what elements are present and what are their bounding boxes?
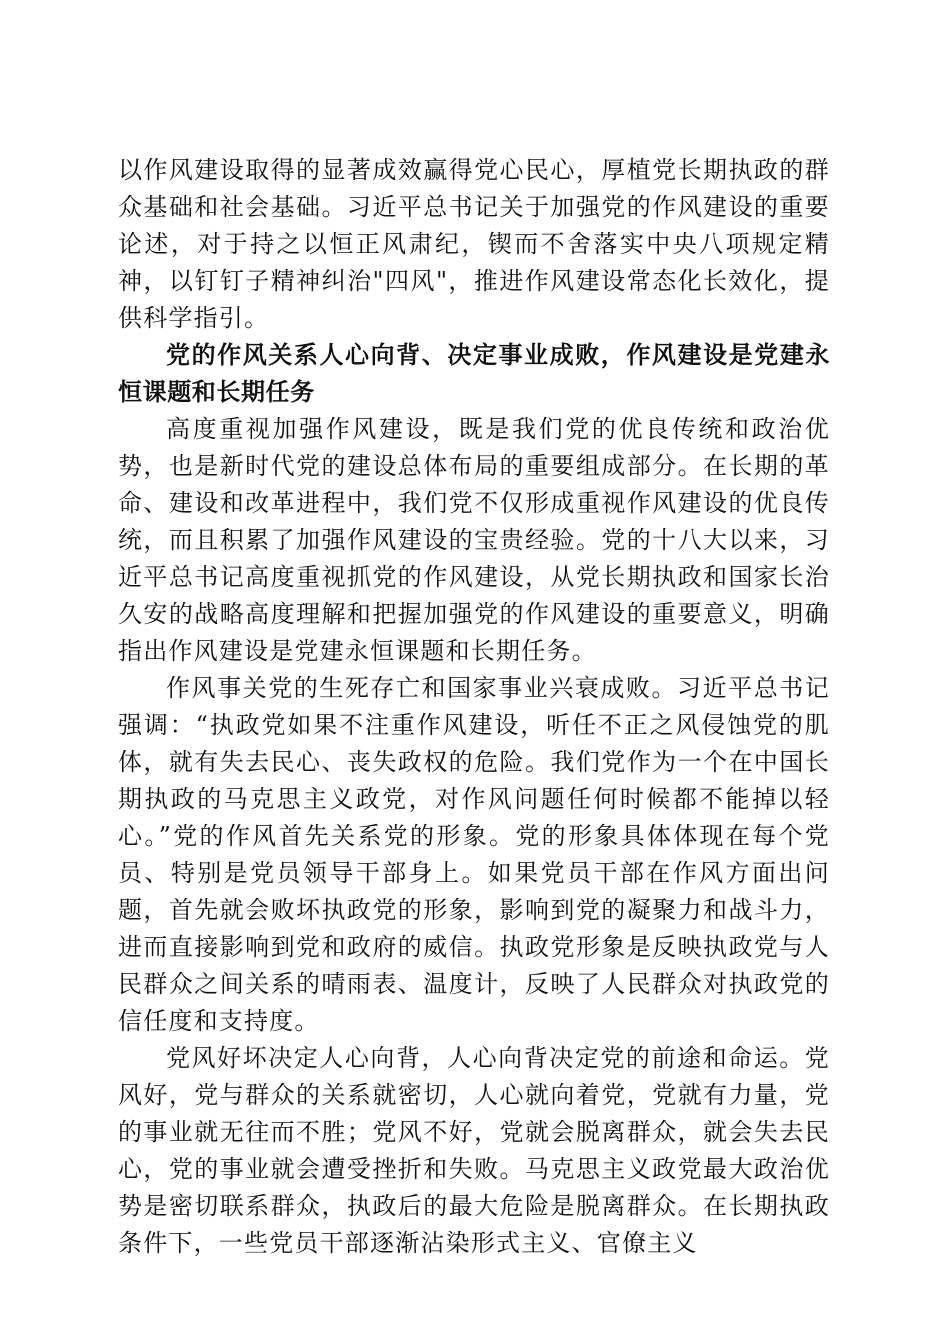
paragraph-continuation: 以作风建设取得的显著成效赢得党心民心，厚植党长期执政的群众基础和社会基础。习近平总书记关于加强党的作风建设的重要论述，对于持之以恒正风肃纪，锲而不舍落实中央八项规定精神，以钉钉子精神纠治"四风"，推进作风建设常态化长效化，提供科学指引。	[118, 156, 830, 332]
paragraph-public-support: 党风好坏决定人心向背，人心向背决定党的前途和命运。党风好，党与群众的关系就密切，人心就向着党，党就有力量，党的事业就无往而不胜；党风不好，党就会脱离群众，就会失去民心，党的事业就会遭受挫折和失败。马克思主义政党最大政治优势是密切联系群众，执政后的最大危险是脱离群众。在长期执政条件下，一些党员干部逐渐沾染形式主义、官僚主义	[118, 1044, 830, 1257]
document-body	[118, 152, 830, 1262]
paragraph-tradition: 高度重视加强作风建设，既是我们党的优良传统和政治优势，也是新时代党的建设总体布局的重要组成部分。在长期的革命、建设和改革进程中，我们党不仅形成重视作风建设的优良传统，而且积累了加强作风建设的宝贵经验。党的十八大以来，习近平总书记高度重视抓党的作风建设，从党长期执政和国家长治久安的战略高度理解和把握加强党的作风建设的重要意义，明确指出作风建设是党建永恒课题和长期任务。	[118, 415, 830, 665]
section-heading: 党的作风关系人心向背、决定事业成败，作风建设是党建永恒课题和长期任务	[118, 341, 830, 406]
paragraph-party-image: 作风事关党的生死存亡和国家事业兴衰成败。习近平总书记强调：“执政党如果不注重作风建设，听任不正之风侵蚀党的肌体，就有失去民心、丧失政权的危险。我们党作为一个在中国长期执政的马克思主义政党，对作风问题任何时候都不能掉以轻心。”党的作风首先关系党的形象。党的形象具体体现在每个党员、特别是党员领导干部身上。如果党员干部在作风方面出问题，首先就会败坏执政党的形象，影响到党的凝聚力和战斗力，进而直接影响到党和政府的威信。执政党形象是反映执政党与人民群众之间关系的晴雨表、温度计，反映了人民群众对执政党的信任度和支持度。	[118, 674, 830, 1035]
